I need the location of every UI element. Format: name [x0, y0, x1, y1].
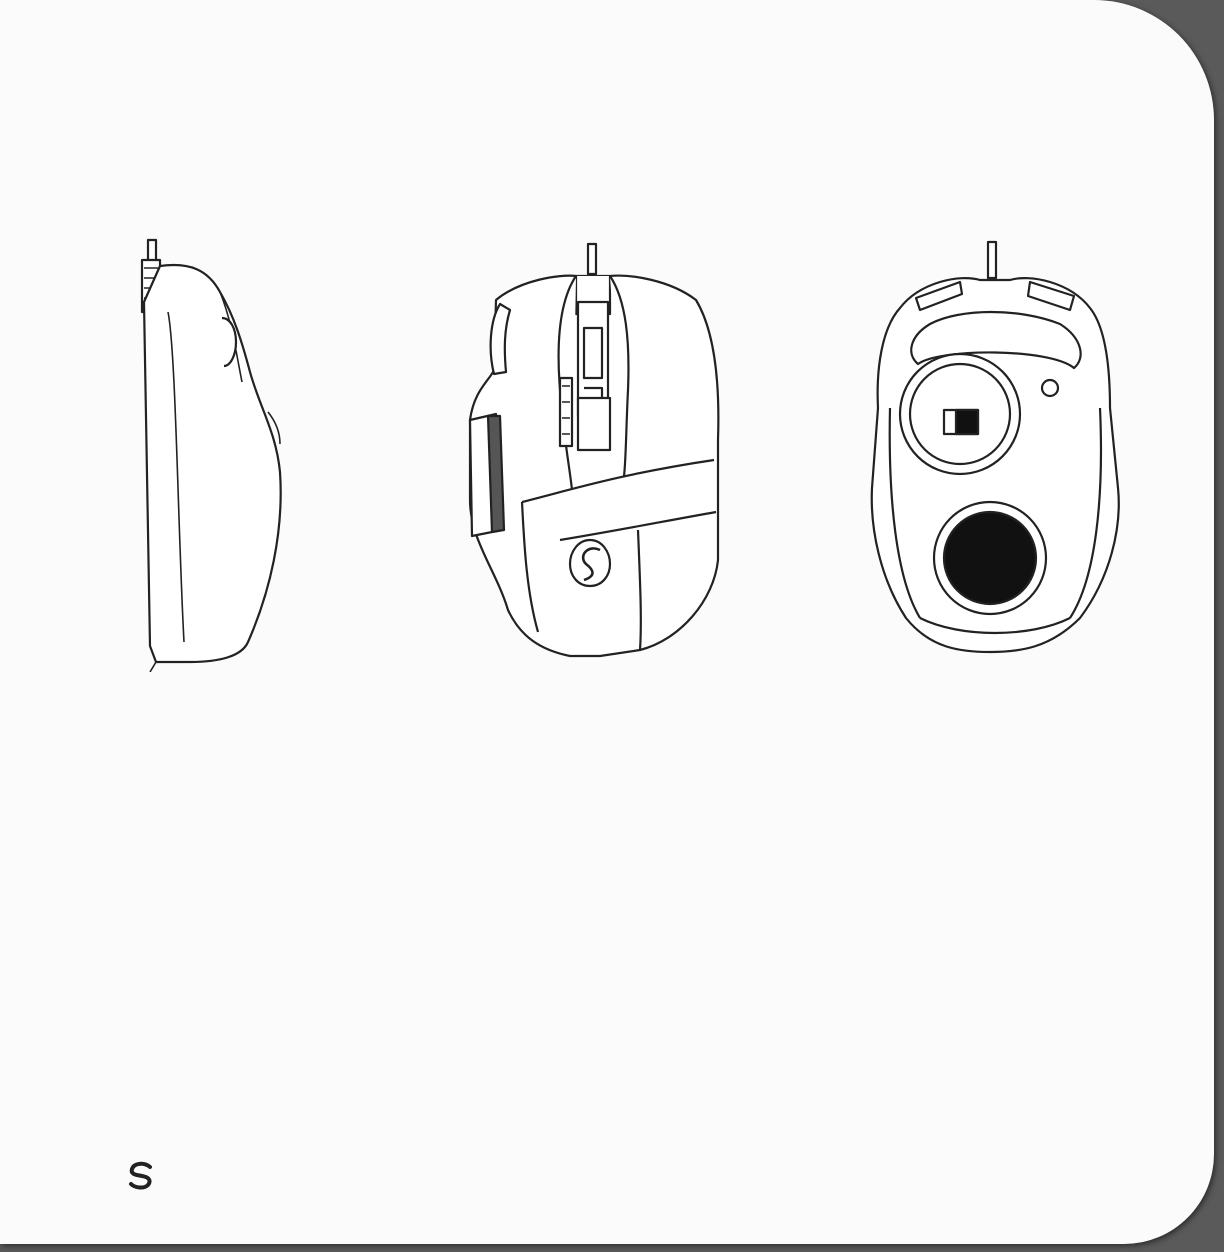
s-logo-icon [126, 1160, 156, 1190]
mouse-bottom-view-illustration [860, 238, 1125, 656]
mouse-side-view-illustration [120, 232, 300, 672]
page-number [126, 1150, 166, 1196]
mouse-top-view-illustration [460, 240, 730, 660]
